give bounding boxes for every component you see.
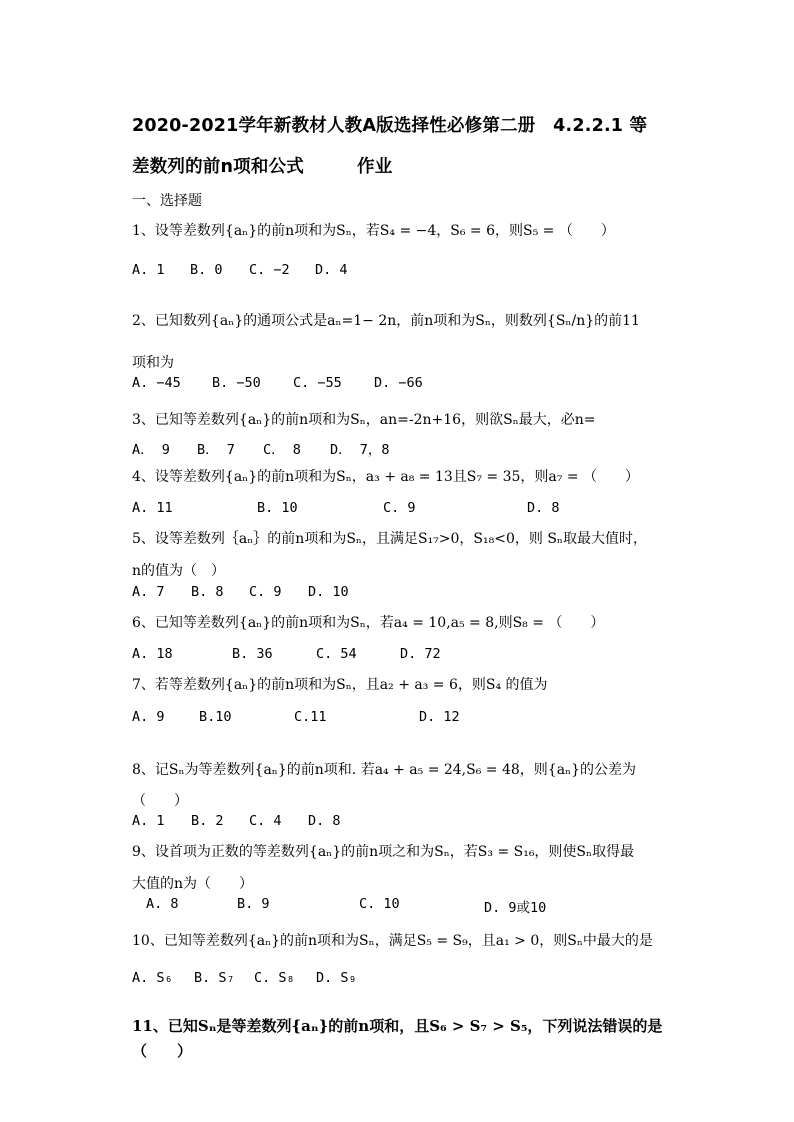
question-7-stem: 7、若等差数列{aₙ}的前n项和为Sₙ，且a₂ + a₃ = 6，则S₄ 的值为	[132, 677, 548, 693]
q4-option-b: B. 10	[257, 500, 298, 516]
q6-option-d: D. 72	[400, 646, 441, 662]
q6-option-a: A. 18	[132, 646, 173, 662]
question-5-stem: 5、设等差数列｛aₙ｝的前n项和为Sₙ，且满足S₁₇>0，S₁₈<0，则 Sₙ取最大值时，	[132, 531, 647, 547]
q7-option-d: D. 12	[419, 709, 460, 725]
q5-option-b: B. 8	[191, 584, 224, 600]
q7-option-c: C.11	[294, 709, 327, 725]
q8-option-b: B. 2	[191, 813, 224, 829]
q5-option-a: A. 7	[132, 584, 165, 600]
q3-option-a: A． 9	[132, 442, 170, 458]
q5-option-c: C. 9	[249, 584, 282, 600]
q5-option-d: D. 10	[308, 584, 349, 600]
question-5-stem-cont: n的值为（ ）	[132, 563, 226, 579]
question-8-stem: 8、记Sₙ为等差数列{aₙ}的前n项和. 若a₄ + a₅ = 24,S₆ = 48，则{aₙ}的公差为	[132, 762, 636, 778]
q4-option-a: A. 11	[132, 500, 173, 516]
question-8-stem-cont: （ ）	[132, 793, 188, 809]
question-1-stem: 1、设等差数列{aₙ}的前n项和为Sₙ，若S₄ = −4，S₆ = 6，则S₅ = （ ）	[132, 223, 615, 239]
section-heading: 一、选择题	[132, 193, 202, 209]
question-4-stem: 4、设等差数列{aₙ}的前n项和为Sₙ，a₃ + a₈ = 13且S₇ = 35，则a₇ = （ ）	[132, 469, 640, 485]
q9-option-c: C. 10	[359, 896, 400, 912]
q7-option-b: B.10	[199, 709, 232, 725]
question-10-stem: 10、已知等差数列{aₙ}的前n项和为Sₙ，满足S₅ = S₉，且a₁ > 0，则Sₙ中最大的是	[132, 933, 653, 949]
q3-option-b: B． 7	[197, 442, 235, 458]
q2-option-a: A. −45	[132, 375, 181, 391]
q3-option-d: D． 7，8	[330, 442, 390, 458]
q8-option-d: D. 8	[308, 813, 341, 829]
q1-option-c: C. −2	[249, 262, 290, 278]
q1-option-d: D. 4	[315, 262, 348, 278]
q10-option-c: C. S₈	[254, 970, 295, 986]
q9-option-d: D. 9或10	[484, 900, 547, 916]
q8-option-c: C. 4	[249, 813, 282, 829]
question-11-stem: 11、已知Sₙ是等差数列{aₙ}的前n项和，且S₆ > S₇ > S₅，下列说法错误的是	[132, 1017, 663, 1035]
question-11-stem-cont: （ ）	[132, 1042, 193, 1060]
q4-option-d: D. 8	[527, 500, 560, 516]
q10-option-b: B. S₇	[194, 970, 235, 986]
q6-option-c: C. 54	[316, 646, 357, 662]
q6-option-b: B. 36	[232, 646, 273, 662]
q9-option-b: B. 9	[237, 896, 270, 912]
q2-option-c: C. −55	[293, 375, 342, 391]
document-title-line-2: 差数列的前n项和公式 作业	[132, 157, 393, 177]
question-2-stem-cont: 项和为	[132, 355, 174, 371]
q10-option-a: A. S₆	[132, 970, 173, 986]
question-9-stem: 9、设首项为正数的等差数列{aₙ}的前n项之和为Sₙ，若S₃ = S₁₆，则使Sₙ取得最	[132, 844, 635, 860]
q10-option-d: D. S₉	[316, 970, 357, 986]
q2-option-b: B. −50	[212, 375, 261, 391]
question-9-stem-cont: 大值的n为（ ）	[132, 876, 254, 892]
q1-option-a: A. 1	[132, 262, 165, 278]
question-2-stem: 2、已知数列{aₙ}的通项公式是aₙ=1− 2n，前n项和为Sₙ，则数列{Sₙ/n}的前11	[132, 313, 640, 329]
q7-option-a: A. 9	[132, 709, 165, 725]
question-3-stem: 3、已知等差数列{aₙ}的前n项和为Sₙ，an=-2n+16，则欲Sₙ最大，必n=	[132, 412, 596, 428]
q2-option-d: D. −66	[374, 375, 423, 391]
q8-option-a: A. 1	[132, 813, 165, 829]
document-title-line-1: 2020-2021学年新教材人教A版选择性必修第二册 4.2.2.1 等	[132, 116, 648, 136]
q9-option-a: A. 8	[146, 896, 179, 912]
q3-option-c: C． 8	[263, 442, 301, 458]
q4-option-c: C. 9	[383, 500, 416, 516]
q1-option-b: B. 0	[190, 262, 223, 278]
question-6-stem: 6、已知等差数列{aₙ}的前n项和为Sₙ，若a₄ = 10,a₅ = 8,则S₈ = （ ）	[132, 615, 605, 631]
